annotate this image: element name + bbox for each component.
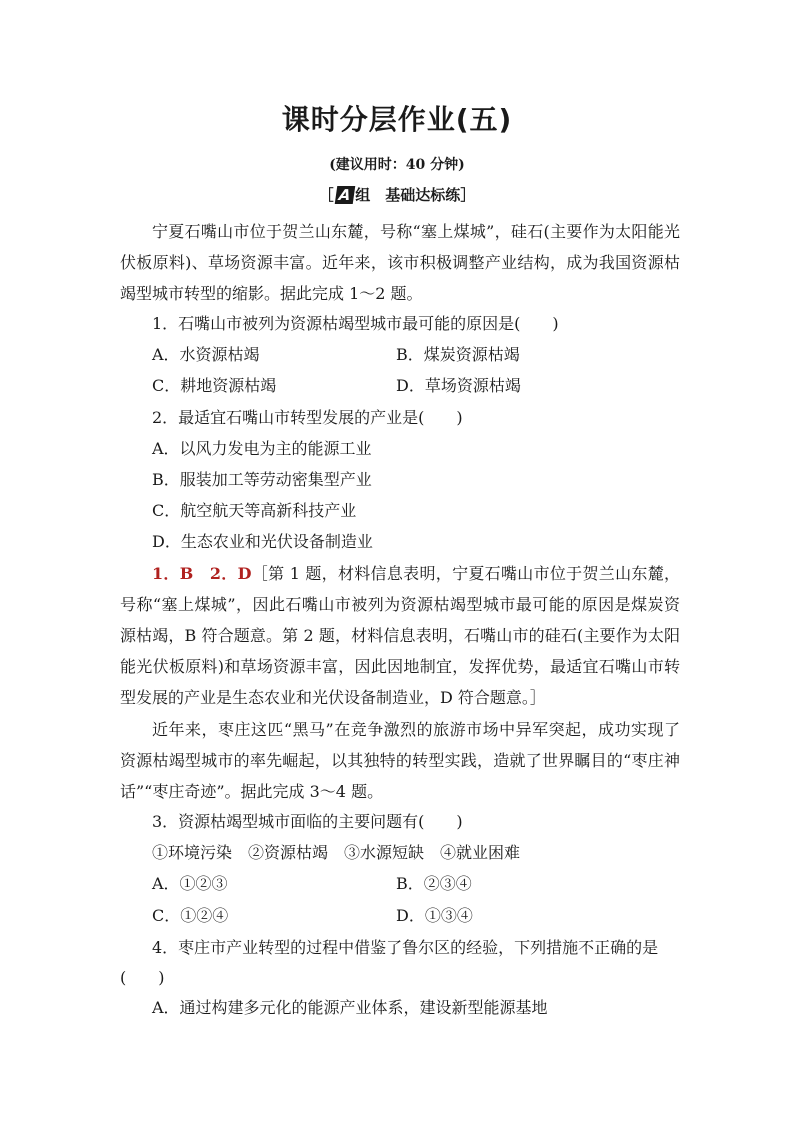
question-3-option-a: A．①②③ <box>152 874 228 893</box>
group-bracket-open: ［ <box>318 186 334 204</box>
page-title: 课时分层作业(五) <box>281 103 513 136</box>
question-2-option-b: B．服装加工等劳动密集型产业 <box>152 470 372 489</box>
question-3-option-d: D．①③④ <box>396 906 473 925</box>
question-2-option-d: D．生态农业和光伏设备制造业 <box>152 532 373 551</box>
question-1-stem: 1．石嘴山市被列为资源枯竭型城市最可能的原因是( ) <box>152 314 559 333</box>
question-1-option-c: C．耕地资源枯竭 <box>152 376 277 395</box>
question-1-option-d: D．草场资源枯竭 <box>396 376 521 395</box>
answer-explanation: ［第 1 题，材料信息表明，宁夏石嘴山市位于贺兰山东麓，号称“塞上煤城”，因此石嘴山市被列为资源枯竭型城市最可能的原因是煤炭资源枯竭，B 符合题意。第 2 题，材料信息表明，石嘴山市的硅石(主要作为太阳能光伏板原料)和草场资源丰富，因此因地制宜，发挥优势，最适宜石嘴山市转型发展的产业是生态农业和光伏设备制造业，D 符合题意。］ <box>120 564 680 707</box>
question-2-stem: 2．最适宜石嘴山市转型发展的产业是( ) <box>152 408 463 427</box>
passage-2 <box>120 714 680 807</box>
answer-1-2 <box>120 558 680 713</box>
passage-2-text: 近年来，枣庄这匹“黑马”在竞争激烈的旅游市场中异军突起，成功实现了资源枯竭型城市的率先崛起，以其独特的转型实践，造就了世界瞩目的“枣庄神话”“枣庄奇迹”。据此完成 3～4 题。 <box>120 720 680 801</box>
question-3-items: ①环境污染 ②资源枯竭 ③水源短缺 ④就业困难 <box>152 843 521 862</box>
question-1-option-b: B．煤炭资源枯竭 <box>396 345 520 364</box>
group-heading <box>0 184 794 205</box>
group-letter-badge: A <box>334 186 354 204</box>
question-1-option-a: A．水资源枯竭 <box>152 345 260 364</box>
question-3-stem: 3．资源枯竭型城市面临的主要问题有( ) <box>152 812 463 831</box>
question-2-option-c: C．航空航天等高新科技产业 <box>152 501 357 520</box>
question-3-option-b: B．②③④ <box>396 874 472 893</box>
passage-1 <box>120 216 680 309</box>
question-4-option-a: A．通过构建多元化的能源产业体系，建设新型能源基地 <box>152 998 548 1017</box>
question-2-option-a: A．以风力发电为主的能源工业 <box>152 439 372 458</box>
question-3-option-c: C．①②④ <box>152 906 229 925</box>
passage-1-text: 宁夏石嘴山市位于贺兰山东麓，号称“塞上煤城”，硅石(主要作为太阳能光伏板原料)、草场资源丰富。近年来，该市积极调整产业结构，成为我国资源枯竭型城市转型的缩影。据此完成 1～2 题。 <box>120 222 680 303</box>
suggested-time: (建议用时：40 分钟) <box>329 157 465 173</box>
question-4-stem-bracket: ( ) <box>120 968 165 987</box>
group-label: 组 基础达标练 <box>355 186 461 204</box>
question-4-stem: 4．枣庄市产业转型的过程中借鉴了鲁尔区的经验，下列措施不正确的是 <box>152 938 659 957</box>
answer-key: 1．B 2．D <box>152 564 252 583</box>
group-bracket-close: ］ <box>460 186 476 204</box>
